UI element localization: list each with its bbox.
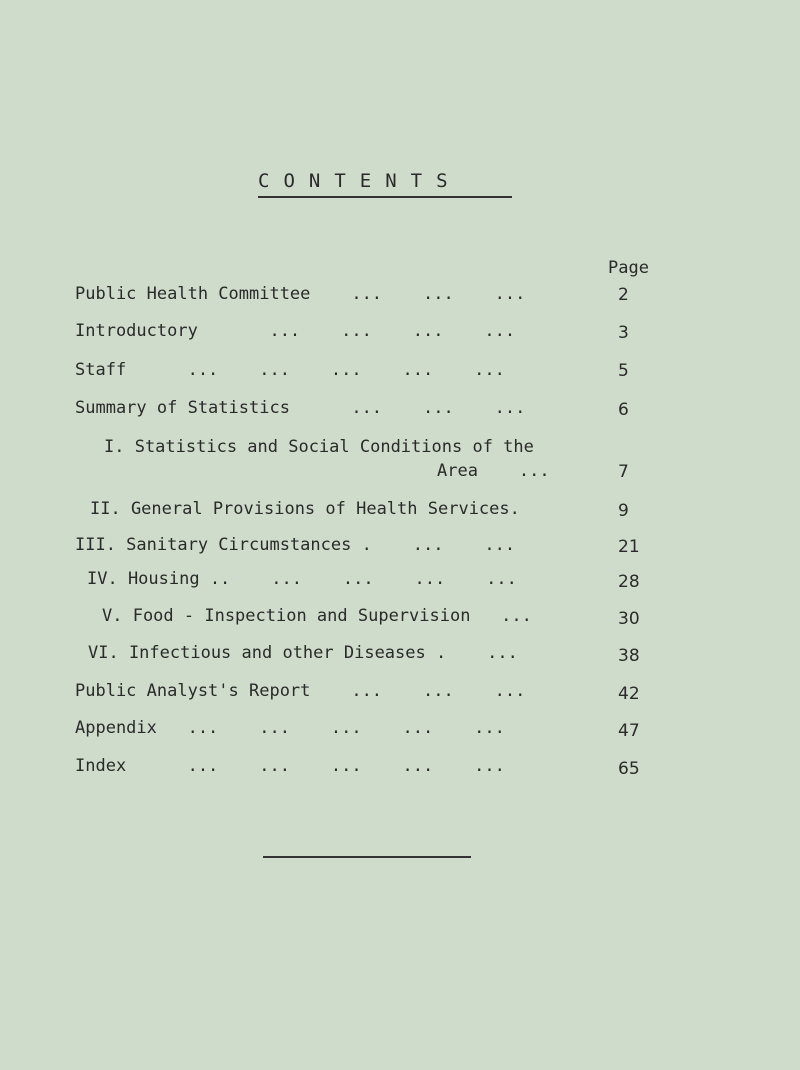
- toc-entry-page: 28: [618, 572, 640, 592]
- toc-entry-page: 6: [618, 400, 629, 420]
- toc-entry-label: IV. Housing .. ... ... ... ...: [87, 569, 517, 589]
- toc-entry-page: 3: [618, 323, 629, 343]
- toc-entry-label: Index ... ... ... ... ...: [75, 756, 505, 776]
- toc-entry-page: 2: [618, 285, 629, 305]
- toc-entry-label: Introductory ... ... ... ...: [75, 321, 516, 341]
- toc-entry-page: 5: [618, 361, 629, 381]
- title-underline: [258, 196, 512, 198]
- toc-entry-label: II. General Provisions of Health Services.: [90, 499, 520, 519]
- toc-entry-page: 47: [618, 721, 640, 741]
- toc-entry-label: Staff ... ... ... ... ...: [75, 360, 505, 380]
- contents-title: CONTENTS: [258, 170, 462, 192]
- toc-entry-label: V. Food - Inspection and Supervision ...: [102, 606, 532, 626]
- toc-entry-label: Summary of Statistics ... ... ...: [75, 398, 526, 418]
- page-column-header: Page: [608, 258, 649, 278]
- toc-entry-label-continued: Area ...: [437, 461, 550, 481]
- bottom-divider: [263, 856, 471, 858]
- toc-entry-label: Appendix ... ... ... ... ...: [75, 718, 505, 738]
- toc-entry-label: Public Analyst's Report ... ... ...: [75, 681, 526, 701]
- toc-entry-label: I. Statistics and Social Conditions of the: [104, 437, 534, 457]
- toc-entry-label: Public Health Committee ... ... ...: [75, 284, 526, 304]
- toc-entry-page: 9: [618, 501, 629, 521]
- toc-entry-label: VI. Infectious and other Diseases . ...: [88, 643, 518, 663]
- toc-entry-page: 7: [618, 462, 629, 482]
- toc-entry-page: 38: [618, 646, 640, 666]
- toc-entry-label: III. Sanitary Circumstances . ... ...: [75, 535, 516, 555]
- toc-entry-page: 42: [618, 684, 640, 704]
- toc-entry-page: 65: [618, 759, 640, 779]
- toc-entry-page: 30: [618, 609, 640, 629]
- toc-entry-page: 21: [618, 537, 640, 557]
